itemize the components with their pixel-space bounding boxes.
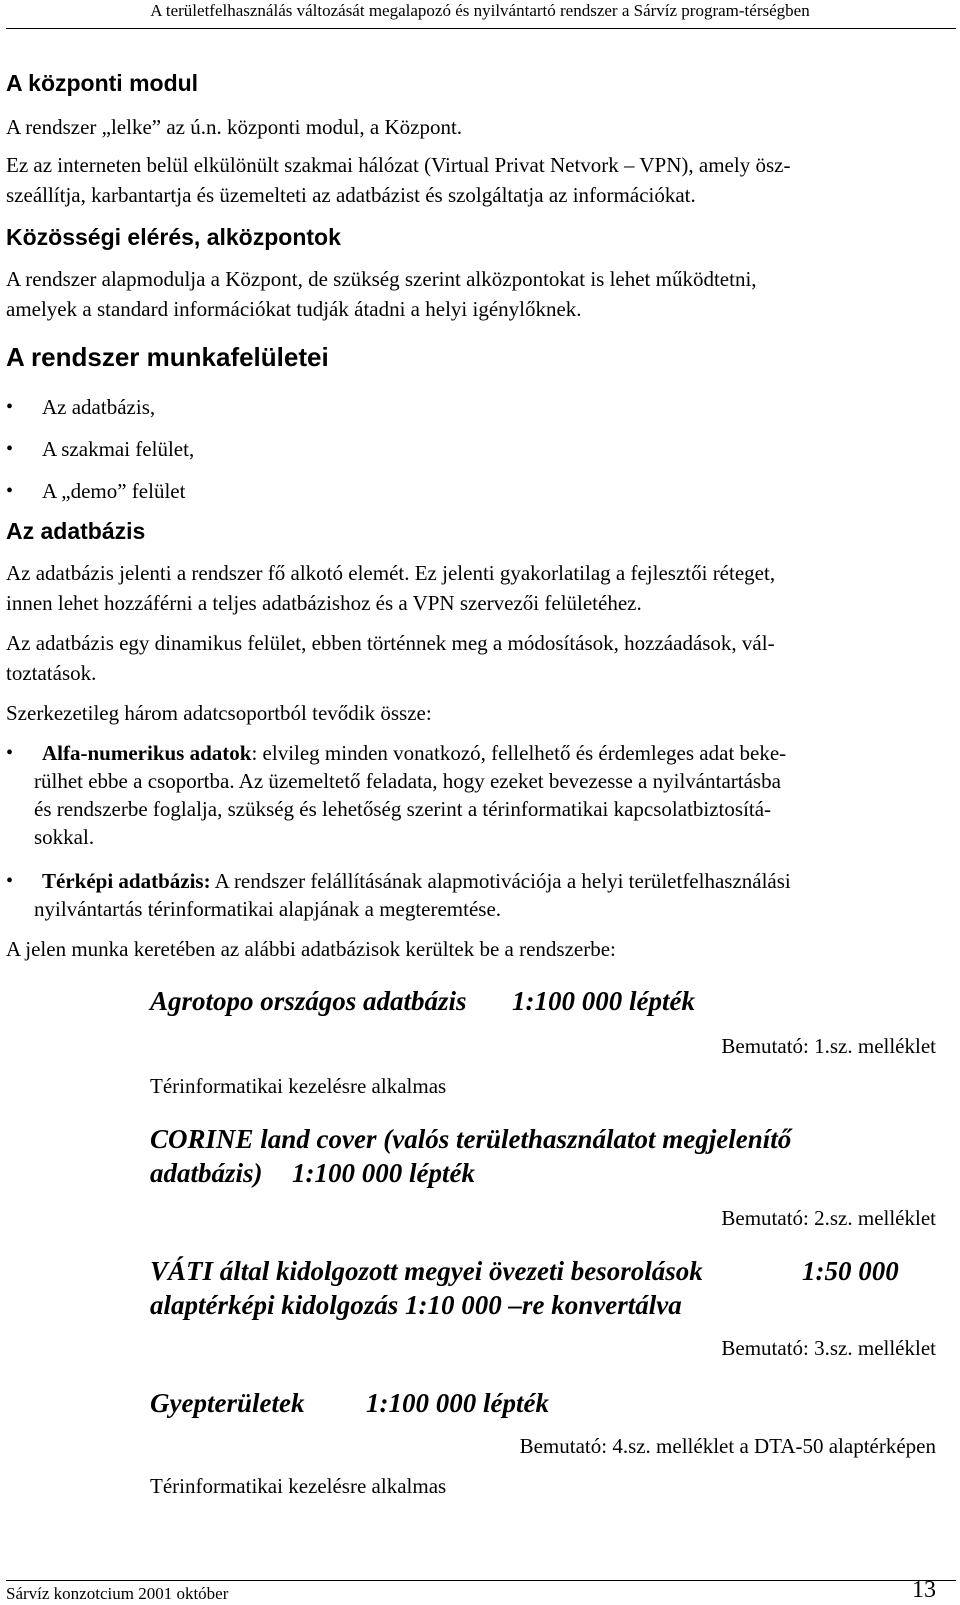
paragraph-line: Szerkezetileg három adatcsoportból tevődik össze:: [6, 701, 432, 725]
database-scale: 1:100 000 lépték: [366, 1388, 549, 1418]
paragraph-line: A jelen munka keretében az alábbi adatbázisok kerültek be a rendszerbe:: [6, 937, 616, 961]
list-item: Az adatbázis,: [42, 395, 156, 419]
bullet-paragraph-line: és rendszerbe foglalja, szükség és lehetőség szerint a térinformatikai kapcsolatbiztosítá-: [34, 797, 772, 821]
database-title: Agrotopo országos adatbázis: [150, 986, 467, 1016]
appendix-reference: Bemutató: 2.sz. melléklet: [721, 1206, 936, 1230]
bullet-paragraph-line: [42, 740, 786, 766]
bullet-paragraph-line: nyilvántartás térinformatikai alapjának a megteremtése.: [34, 897, 502, 921]
database-title: alaptérképi kidolgozás 1:10 000 –re konvertálva: [150, 1290, 682, 1320]
paragraph-line: szeállítja, karbantartja és üzemelteti az adatbázist és szolgáltatja az információkat.: [6, 183, 696, 207]
paragraph-line: Az adatbázis jelenti a rendszer fő alkotó elemét. Ez jelenti gyakorlatilag a fejlesztői réteget,: [6, 561, 776, 585]
bold-term: Alfa-numerikus adatok: [42, 741, 252, 765]
database-note: Térinformatikai kezelésre alkalmas: [150, 1474, 447, 1498]
list-item: A szakmai felület,: [42, 437, 195, 461]
heading-kozponti-modul: A központi modul: [6, 70, 199, 96]
bullet-paragraph-line: rülhet ebbe a csoportba. Az üzemeltető feladata, hogy ezeket bevezesse a nyilvántartásba: [34, 769, 781, 793]
paragraph-line: amelyek a standard információkat tudják átadni a helyi igénylőknek.: [6, 297, 582, 321]
database-note: Térinformatikai kezelésre alkalmas: [150, 1074, 447, 1098]
bullet-icon: •: [6, 742, 14, 764]
bullet-icon: •: [6, 870, 14, 892]
database-title: VÁTI által kidolgozott megyei övezeti besorolások: [150, 1256, 703, 1286]
bullet-icon: •: [6, 480, 14, 502]
footer-rule: [6, 1580, 956, 1581]
heading-adatbazis: Az adatbázis: [6, 518, 146, 544]
bullet-paragraph-line: [42, 868, 791, 894]
database-title: adatbázis): [150, 1158, 263, 1188]
paragraph-line: innen lehet hozzáférni a teljes adatbázishoz és a VPN szervezői felületéhez.: [6, 591, 642, 615]
database-title: CORINE land cover (valós területhasználatot megjelenítő: [150, 1124, 792, 1154]
page-number: 13: [912, 1577, 936, 1603]
bullet-paragraph-line: sokkal.: [34, 825, 95, 849]
bullet-text: : elvileg minden vonatkozó, fellelhető és érdemleges adat beke-: [251, 741, 787, 765]
paragraph-line: toztatások.: [6, 661, 97, 685]
bullet-text: A rendszer felállításának alapmotivációja a helyi területfelhasználási: [210, 869, 791, 893]
database-scale: 1:100 000 lépték: [292, 1158, 475, 1188]
paragraph-line: Ez az interneten belül elkülönült szakmai hálózat (Virtual Privat Netvork – VPN), amely ösz-: [6, 153, 791, 177]
header-rule: [6, 28, 956, 29]
heading-kozossegi-eleres: Közösségi elérés, alközpontok: [6, 224, 341, 250]
bullet-icon: •: [6, 396, 14, 418]
database-title: Gyepterületek: [150, 1388, 305, 1418]
running-header: A területfelhasználás változását megalapozó és nyilvántartó rendszer a Sárvíz program-térségben: [150, 1, 810, 20]
heading-munkafeluletek: A rendszer munkafelületei: [6, 342, 329, 372]
list-item: A „demo” felület: [42, 479, 186, 503]
bold-term: Térképi adatbázis:: [42, 869, 211, 893]
paragraph-line: A rendszer „lelke” az ú.n. központi modul, a Központ.: [6, 115, 463, 139]
appendix-reference: Bemutató: 3.sz. melléklet: [721, 1336, 936, 1360]
footer-text: Sárvíz konzotcium 2001 október: [6, 1584, 229, 1603]
bullet-icon: •: [6, 438, 14, 460]
appendix-reference: Bemutató: 1.sz. melléklet: [721, 1034, 936, 1058]
database-scale: 1:100 000 lépték: [512, 986, 695, 1016]
paragraph-line: Az adatbázis egy dinamikus felület, ebben történnek meg a módosítások, hozzáadások, vál-: [6, 631, 775, 655]
database-scale: 1:50 000: [802, 1256, 899, 1286]
paragraph-line: A rendszer alapmodulja a Központ, de szükség szerint alközpontokat is lehet működtetni,: [6, 267, 757, 291]
appendix-reference: Bemutató: 4.sz. melléklet a DTA-50 alaptérképen: [519, 1434, 936, 1458]
